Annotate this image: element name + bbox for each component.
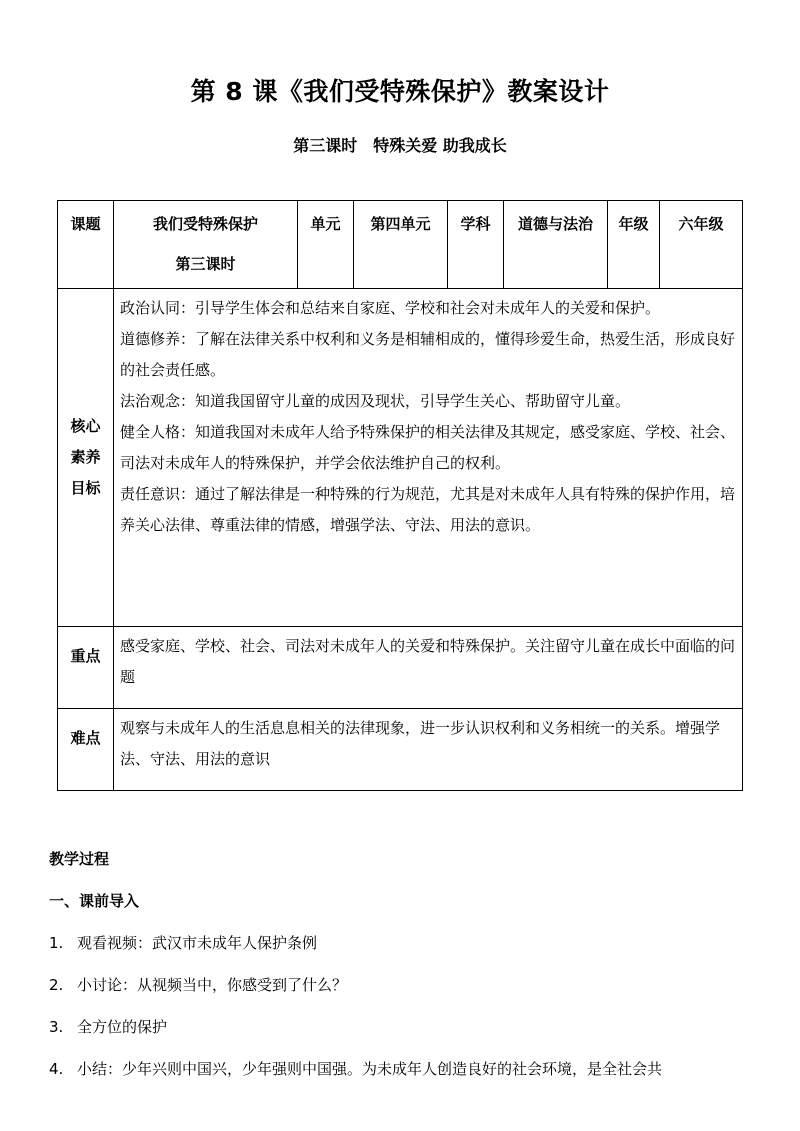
list-item-number: 1. [49,934,64,952]
course-label: 课题 [58,201,114,289]
goal-personality: 健全人格：知道我国对未成年人给予特殊保护的相关法律及其规定，感受家庭、学校、社会、司法对未成年人的特殊保护，并学会依法维护自己的权利。 [120,423,736,472]
difficulty-text: 观察与未成年人的生活息息相关的法律现象，进一步认识权利和义务相统一的关系。增强学法、守法、用法的意识 [114,709,743,791]
list-item-number: 3. [49,1018,64,1036]
list-item-number: 4. [49,1060,64,1078]
course-value-line1: 我们受特殊保护 [152,215,258,233]
key-point-text: 感受家庭、学校、社会、司法对未成年人的关爱和特殊保护。关注留守儿童在成长中面临的问题 [114,627,743,709]
process-heading: 教学过程 [49,850,110,868]
list-item [49,974,347,995]
list-item [49,932,317,953]
unit-value: 第四单元 [354,201,448,289]
document-subtitle: 第三课时 特殊关爱 助我成长 [293,136,507,155]
list-item-text: 全方位的保护 [77,1018,168,1036]
table-header-row [58,201,743,289]
goals-label-line2: 素养 [70,448,101,466]
subject-label: 学科 [448,201,504,289]
course-value-line2: 第三课时 [175,255,236,273]
goal-responsibility: 责任意识：通过了解法律是一种特殊的行为规范，尤其是对未成年人具有特殊的保护作用，培养关心法律、尊重法律的情感，增强学法、守法、用法的意识。 [120,485,736,534]
goals-label [58,289,114,627]
goals-row [58,289,743,627]
list-item-text: 小结：少年兴则中国兴，少年强则中国强。为未成年人创造良好的社会环境，是全社会共 [77,1060,663,1078]
course-value [114,201,298,289]
difficulty-label: 难点 [58,709,114,791]
document-title: 第 8 课《我们受特殊保护》教案设计 [190,77,610,106]
list-item [49,1058,662,1079]
goals-label-line1: 核心 [70,417,101,435]
goal-law: 法治观念：知道我国留守儿童的成因及现状，引导学生关心、帮助留守儿童。 [120,392,631,410]
goals-label-line3: 目标 [70,479,101,497]
list-item-text: 观看视频：武汉市未成年人保护条例 [77,934,318,952]
goal-moral: 道德修养：了解在法律关系中权利和义务是相辅相成的，懂得珍爱生命，热爱生活，形成良好的社会责任感。 [120,330,736,379]
list-item-text: 小讨论：从视频当中，你感受到了什么？ [77,976,348,994]
difficulty-row [58,709,743,791]
key-point-label: 重点 [58,627,114,709]
grade-label: 年级 [608,201,660,289]
lesson-plan-table [57,200,743,791]
list-item [49,1016,167,1037]
subject-value: 道德与法治 [504,201,608,289]
goal-political: 政治认同：引导学生体会和总结来自家庭、学校和社会对未成年人的关爱和保护。 [120,299,661,317]
list-item-number: 2. [49,976,64,994]
key-point-row [58,627,743,709]
goals-content [114,289,743,627]
section-intro-heading: 一、课前导入 [49,892,140,910]
grade-value: 六年级 [660,201,743,289]
unit-label: 单元 [298,201,354,289]
